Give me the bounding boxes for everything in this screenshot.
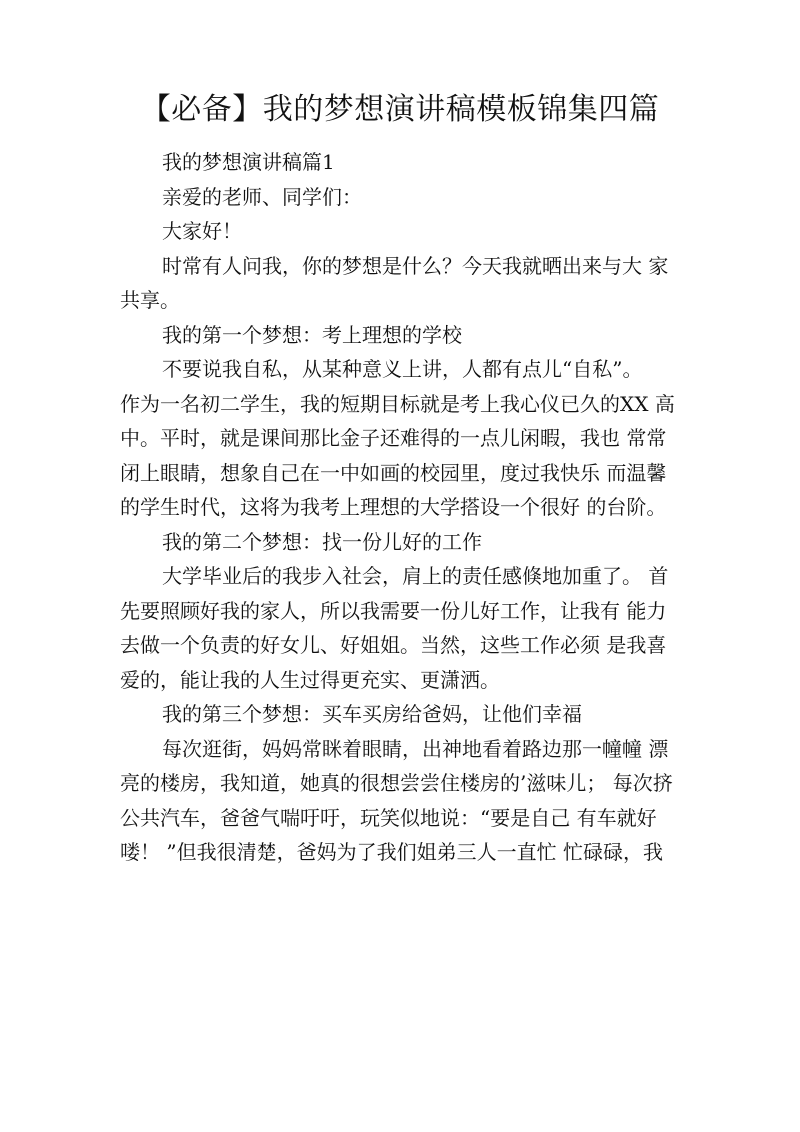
paragraph-line: 的学生时代，这将为我考上理想的大学搭设一个很好 的台阶。 (120, 495, 667, 519)
paragraph (120, 732, 688, 870)
paragraph (120, 318, 688, 353)
paragraph (120, 697, 688, 732)
paragraph (120, 214, 688, 249)
paragraph (120, 249, 688, 318)
paragraph-line: 我的第三个梦想：买车买房给爸妈，让他们幸福 (162, 702, 582, 726)
paragraph-line: 亲爱的老师、同学们： (162, 184, 362, 209)
paragraph (120, 559, 688, 697)
paragraph (120, 352, 688, 525)
paragraph-line: 我的梦想演讲稿篇1 (162, 150, 335, 174)
paragraph-line: 去做一个负责的好女儿、好姐姐。当然，这些工作必须 是我喜 (120, 633, 667, 657)
document-title: 【必备】我的梦想演讲稿模板锦集四篇 (140, 92, 660, 127)
paragraph (120, 145, 688, 180)
paragraph (120, 180, 688, 215)
paragraph-line: 大学毕业后的我步入社会，肩上的责任感倏地加重了。 首 (162, 564, 669, 588)
paragraph-line: 中。平时，就是课间那比金子还难得的一点儿闲暇，我也 常常 (120, 426, 667, 450)
paragraph-line: 作为一名初二学生，我的短期目标就是考上我心仪已久的XX 高 (120, 391, 675, 416)
paragraph-line: 爱的，能让我的人生过得更充实、更潇洒。 (120, 667, 500, 692)
paragraph-line: 不要说我自私，从某种意义上讲，人都有点儿“自私”。 (162, 357, 643, 381)
paragraph (120, 525, 688, 560)
paragraph-line: 共享。 (120, 288, 180, 312)
document-body (120, 145, 688, 870)
paragraph-line: 每次逛街，妈妈常眯着眼睛，出神地看着路边那一幢幢 漂 (162, 736, 669, 761)
paragraph-line: 亮的楼房，我知道，她真的很想尝尝住楼房的’滋味儿； 每次挤 (120, 771, 673, 795)
paragraph-line: 大家好！ (162, 219, 242, 243)
paragraph-line: 公共汽车，爸爸气喘吁吁，玩笑似地说：“要是自己 有车就好 (120, 805, 657, 830)
paragraph-line: 闭上眼睛，想象自己在一中如画的校园里，度过我快乐 而温馨 (120, 460, 667, 485)
paragraph-line: 我的第一个梦想：考上理想的学校 (162, 322, 462, 347)
paragraph-line: 喽！ ”但我很清楚，爸妈为了我们姐弟三人一直忙 忙碌碌，我 (120, 840, 663, 864)
paragraph-line: 时常有人问我，你的梦想是什么？今天我就晒出来与大 家 (162, 253, 669, 278)
paragraph-line: 先要照顾好我的家人，所以我需要一份儿好工作，让我有 能力 (120, 598, 667, 623)
paragraph-line: 我的第二个梦想：找一份儿好的工作 (162, 529, 482, 554)
